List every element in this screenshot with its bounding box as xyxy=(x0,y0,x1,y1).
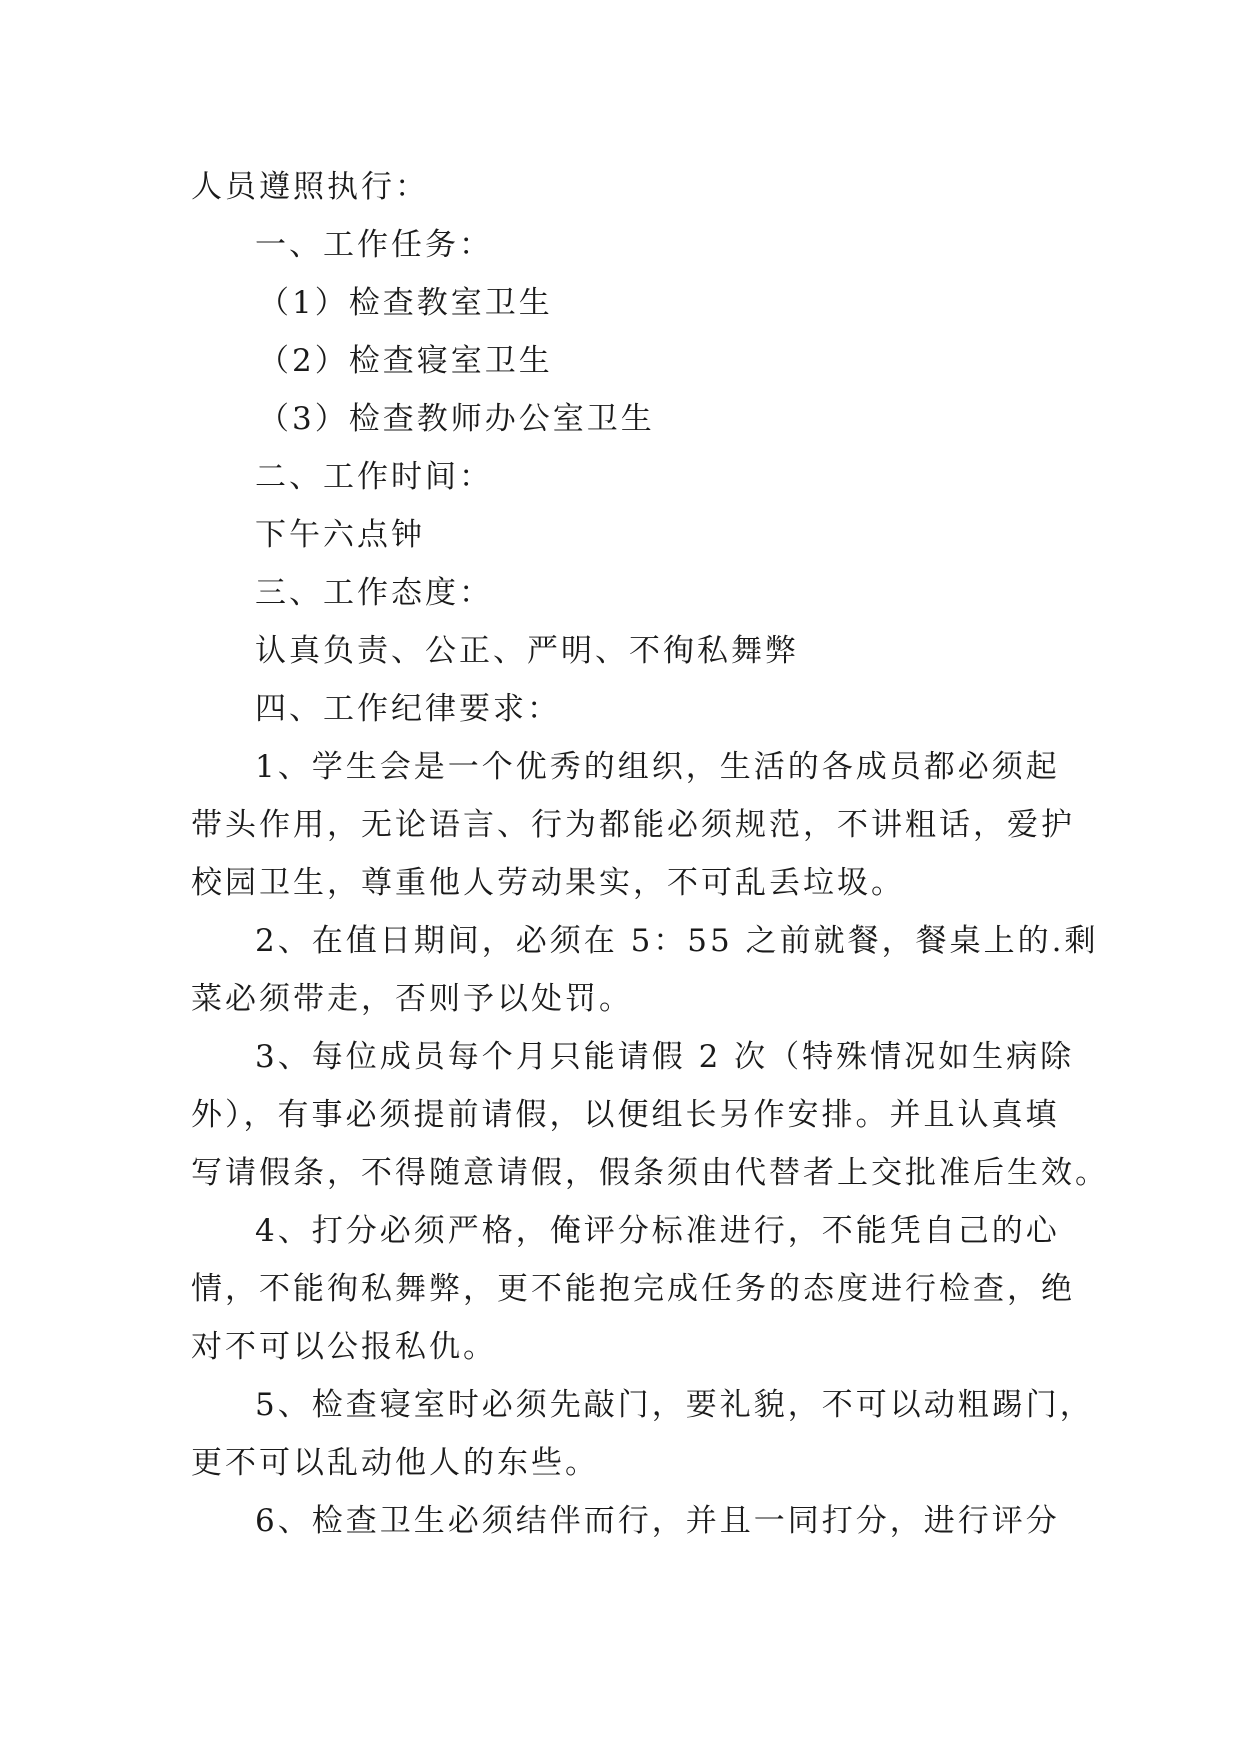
list-item: （3）检查教师办公室卫生 xyxy=(258,401,655,437)
text-line: 更不可以乱动他人的东些。 xyxy=(191,1445,599,1481)
text-line: 带头作用，无论语言、行为都能必须规范，不讲粗话，爱护 xyxy=(191,807,1075,843)
text-line: 校园卫生，尊重他人劳动果实，不可乱丢垃圾。 xyxy=(191,865,905,901)
text-line: 写请假条，不得随意请假，假条须由代替者上交批准后生效。 xyxy=(191,1155,1109,1191)
section-heading: 四、工作纪律要求： xyxy=(255,691,561,727)
text-line: 人员遵照执行： xyxy=(191,169,429,205)
text-line: 2、在值日期间，必须在 5：55 之前就餐，餐桌上的.剩 xyxy=(255,923,1099,959)
text-line: 外），有事必须提前请假，以便组长另作安排。并且认真填 xyxy=(191,1097,1060,1133)
list-item: （1）检查教室卫生 xyxy=(258,285,553,321)
text-line: 6、检查卫生必须结伴而行，并且一同打分，进行评分 xyxy=(255,1503,1060,1539)
list-item: （2）检查寝室卫生 xyxy=(258,343,553,379)
text-line: 5、检查寝室时必须先敲门，要礼貌，不可以动粗踢门， xyxy=(255,1387,1094,1423)
text-line: 菜必须带走，否则予以处罚。 xyxy=(191,981,633,1017)
text-line: 4、打分必须严格，俺评分标准进行，不能凭自己的心 xyxy=(255,1213,1060,1249)
text-line: 认真负责、公正、严明、不徇私舞弊 xyxy=(255,633,799,669)
text-line: 1、学生会是一个优秀的组织，生活的各成员都必须起 xyxy=(255,749,1060,785)
section-heading: 三、工作态度： xyxy=(255,575,493,611)
text-line: 对不可以公报私仇。 xyxy=(191,1329,497,1365)
text-line: 下午六点钟 xyxy=(255,517,425,553)
section-heading: 二、工作时间： xyxy=(255,459,493,495)
text-line: 3、每位成员每个月只能请假 2 次（特殊情况如生病除 xyxy=(255,1039,1075,1075)
text-line: 情，不能徇私舞弊，更不能抱完成任务的态度进行检查，绝 xyxy=(191,1271,1075,1307)
section-heading: 一、工作任务： xyxy=(255,227,493,263)
